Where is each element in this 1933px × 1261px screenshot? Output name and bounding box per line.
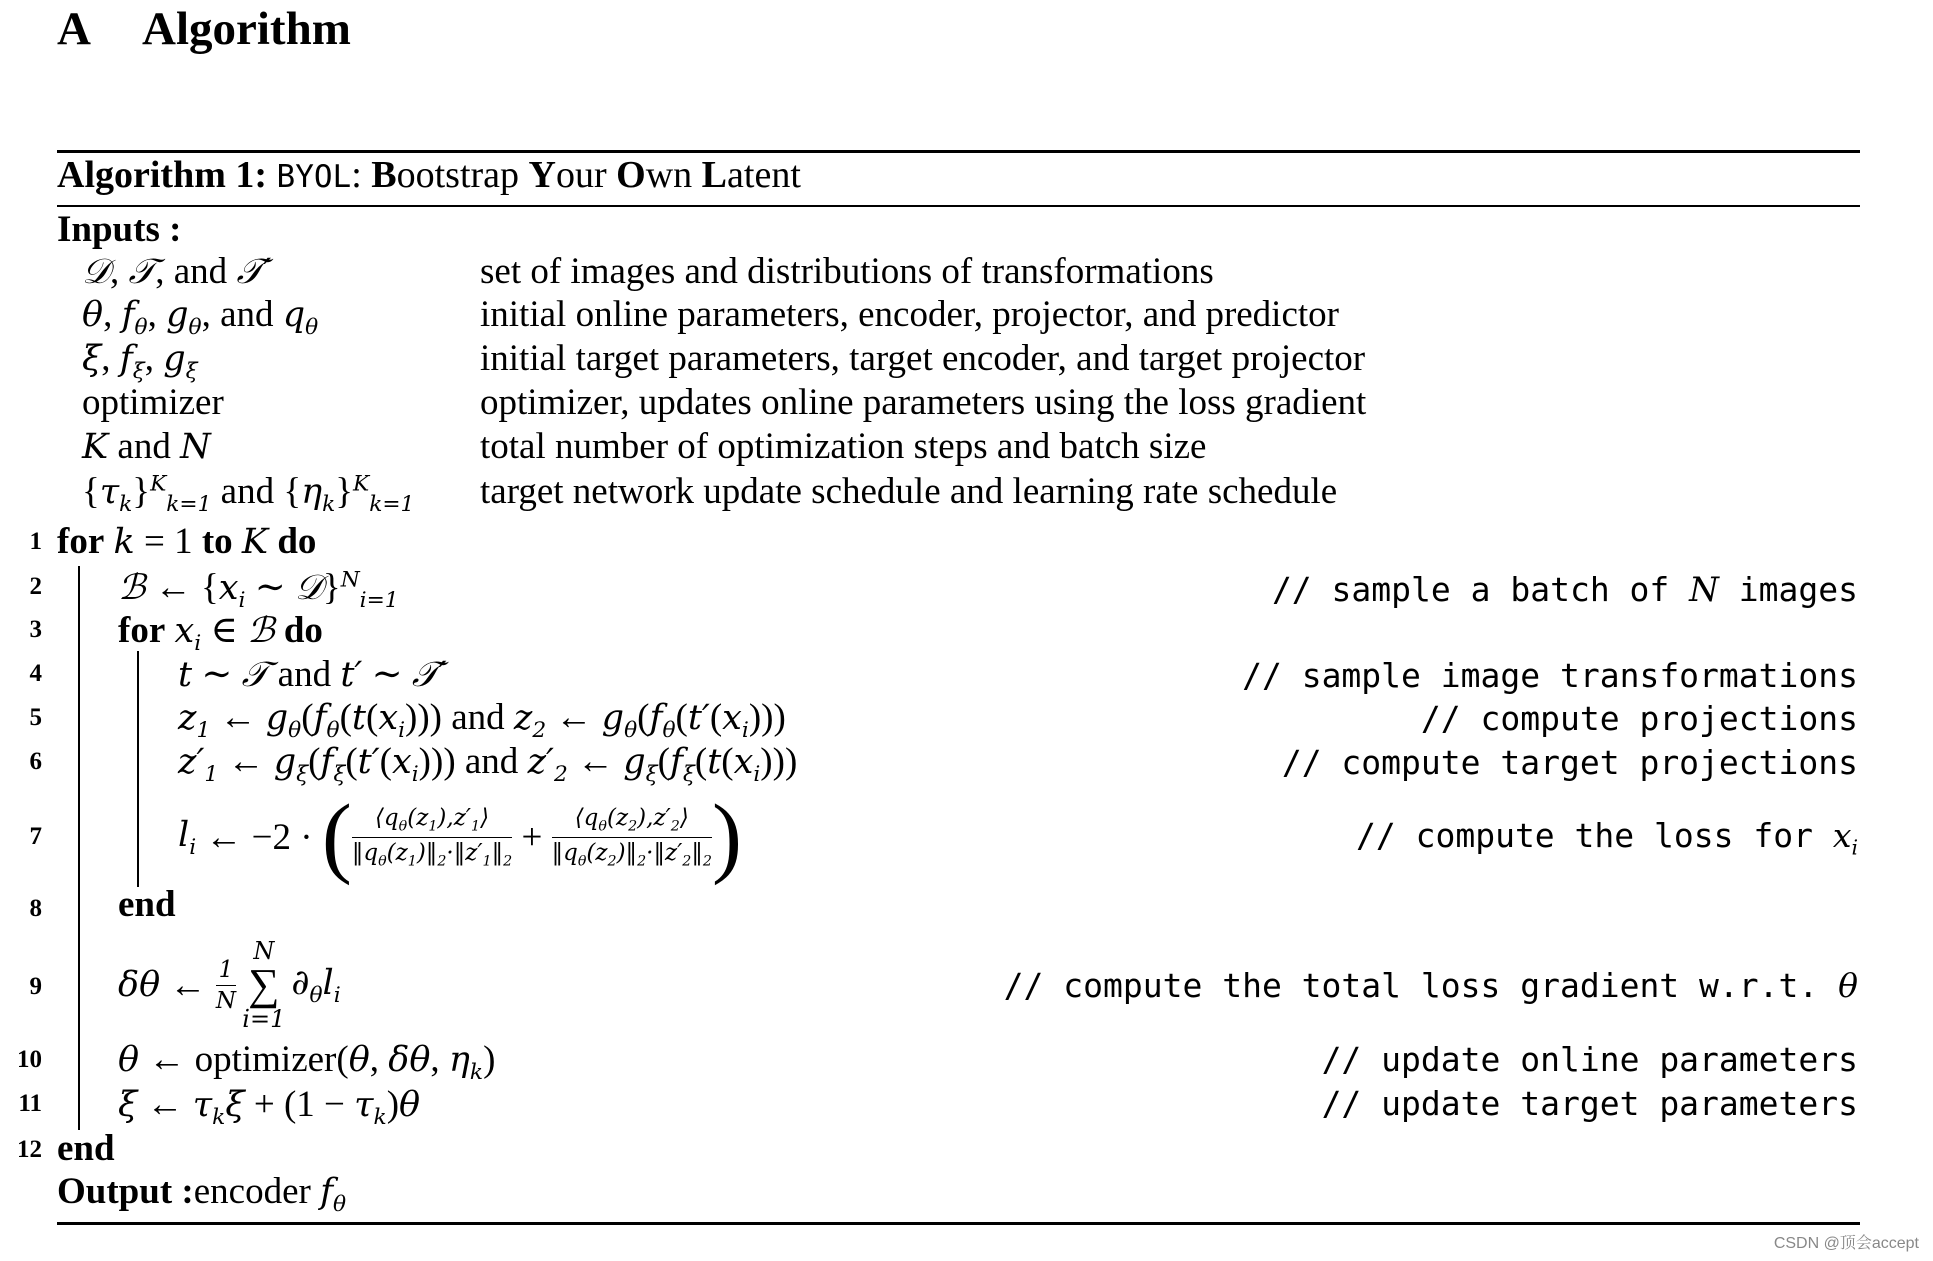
caption-word-own: Own xyxy=(616,154,693,196)
input-desc-schedules: target network update schedule and learning rate schedule xyxy=(480,471,1338,512)
line-number: 8 xyxy=(29,895,42,922)
input-symbols-online: θ, $f_\theta$, $g_\theta$, and $q_\theta$ xyxy=(82,294,319,340)
input-symbols-schedules: $\{\tau_k\}^K_{k=1}$ and $\{\eta_k\}^K_{k=1}$ xyxy=(82,471,415,517)
input-desc-dataset: set of images and distributions of transformations xyxy=(480,251,1214,292)
line-number: 4 xyxy=(29,660,42,687)
input-symbols-optimizer: optimizer xyxy=(82,382,224,423)
comment-line-5: // compute projections xyxy=(1420,699,1858,738)
caption-word-latent: Latent xyxy=(701,154,801,196)
comment-line-10: // update online parameters xyxy=(1321,1040,1858,1079)
line-5: $z_1$ ← $g_\theta(f_\theta(t(x_i)))$ and $z_2$ ← $g_\theta(f_\theta(t'(x_i)))$ xyxy=(178,697,786,743)
section-title: Algorithm xyxy=(142,3,351,55)
line-6: $z'_1$ ← $g_\xi(f_\xi(t'(x_i)))$ and $z'_2$ ← $g_\xi(f_\xi(t(x_i)))$ xyxy=(178,741,798,787)
loss-fraction-2: $\frac{⟨q_\theta(z_2),z'_2⟩}{‖q_\theta(z_2)‖_2\cdot‖z'_2‖_2}$ xyxy=(551,804,712,870)
comment-line-6: // compute target projections xyxy=(1281,743,1858,782)
mean-fraction: $\frac{1}{N}$ xyxy=(215,956,237,1014)
output-line: Output :encoder $f_\theta$ xyxy=(57,1171,347,1217)
line-10: θ ← optimizer(θ, δθ, $\eta_k$) xyxy=(118,1039,496,1085)
loss-fraction-1: $\frac{⟨q_\theta(z_1),z'_1⟩}{‖q_\theta(z_1)‖_2\cdot‖z'_1‖_2}$ xyxy=(351,804,513,870)
caption-label: Algorithm 1: xyxy=(57,154,268,196)
line-number: 11 xyxy=(18,1090,42,1117)
output-label: Output : xyxy=(57,1171,194,1212)
comment-line-4: // sample image transformations xyxy=(1242,656,1858,695)
section-letter: A xyxy=(57,3,91,55)
inner-loop-bar xyxy=(137,651,139,887)
comment-line-9: // compute the total loss gradient w.r.t. θ xyxy=(1003,966,1858,1005)
line-3: for $x_i$ ∈ ℬ do xyxy=(118,610,323,656)
caption-colon: : xyxy=(351,154,362,196)
input-desc-optimizer: optimizer, updates online parameters using the loss gradient xyxy=(480,382,1367,423)
caption-word-bootstrap: Bootstrap xyxy=(371,154,520,196)
watermark: CSDN @顶会accept xyxy=(1773,1235,1919,1252)
line-7: $l_i$ ← −2 · ( $\frac{⟨q_\theta(z_1),z'_1⟩}{‖q_\theta(z_1)‖_2\cdot‖z'_1‖_2}$ + $\frac{⟨q_\theta(z_2),z'_2⟩}{‖q_\theta(z_2)‖_2\cdot‖z'_2‖_2}$ ) xyxy=(178,787,742,886)
input-desc-target: initial target parameters, target encoder, and target projector xyxy=(480,338,1366,379)
line-number: 1 xyxy=(29,528,42,555)
line-number: 10 xyxy=(17,1046,42,1073)
line-number: 12 xyxy=(17,1136,42,1163)
line-number: 9 xyxy=(29,973,42,1000)
caption-word-your: Your xyxy=(528,154,607,196)
line-4: t ∼ 𝒯 and t′ ∼ 𝒯′ xyxy=(178,654,447,695)
comment-line-7: // compute the loss for $x_i$ xyxy=(1356,816,1858,860)
line-1: for k = 1 to K do xyxy=(57,521,317,562)
line-9: δθ ← $\frac{1}{N}$ N ∑ i=1 $\partial_\theta l_i$ xyxy=(118,937,341,1033)
sum-operator: N ∑ i=1 xyxy=(242,937,286,1033)
line-2: ℬ ← {$x_i$ ∼ 𝒟}$^N_{i=1}$ xyxy=(118,567,399,613)
inputs-label: Inputs : xyxy=(57,209,182,250)
caption-name: BYOL xyxy=(276,159,352,195)
line-number: 6 xyxy=(29,748,42,775)
line-number: 5 xyxy=(29,704,42,731)
input-symbols-steps: K and N xyxy=(82,426,211,467)
line-number: 3 xyxy=(29,616,42,643)
input-desc-online: initial online parameters, encoder, projector, and predictor xyxy=(480,294,1339,335)
algorithm-caption xyxy=(57,153,801,197)
line-number: 7 xyxy=(29,823,42,850)
input-desc-steps: total number of optimization steps and batch size xyxy=(480,426,1207,467)
comment-line-11: // update target parameters xyxy=(1321,1084,1858,1123)
caption-rule xyxy=(57,205,1860,207)
line-number: 2 xyxy=(29,573,42,600)
comment-line-2: // sample a batch of N images xyxy=(1271,570,1858,610)
line-11: ξ ← $\tau_k\xi + (1 - \tau_k)\theta$ xyxy=(118,1084,421,1130)
outer-loop-bar xyxy=(78,566,80,1130)
line-12: end xyxy=(57,1128,115,1169)
input-symbols-target: ξ, $f_\xi$, $g_\xi$ xyxy=(82,338,198,384)
line-8: end xyxy=(118,884,176,925)
input-symbols-dataset: 𝒟, 𝒯, and 𝒯′ xyxy=(82,251,272,292)
bottom-rule xyxy=(57,1222,1860,1225)
